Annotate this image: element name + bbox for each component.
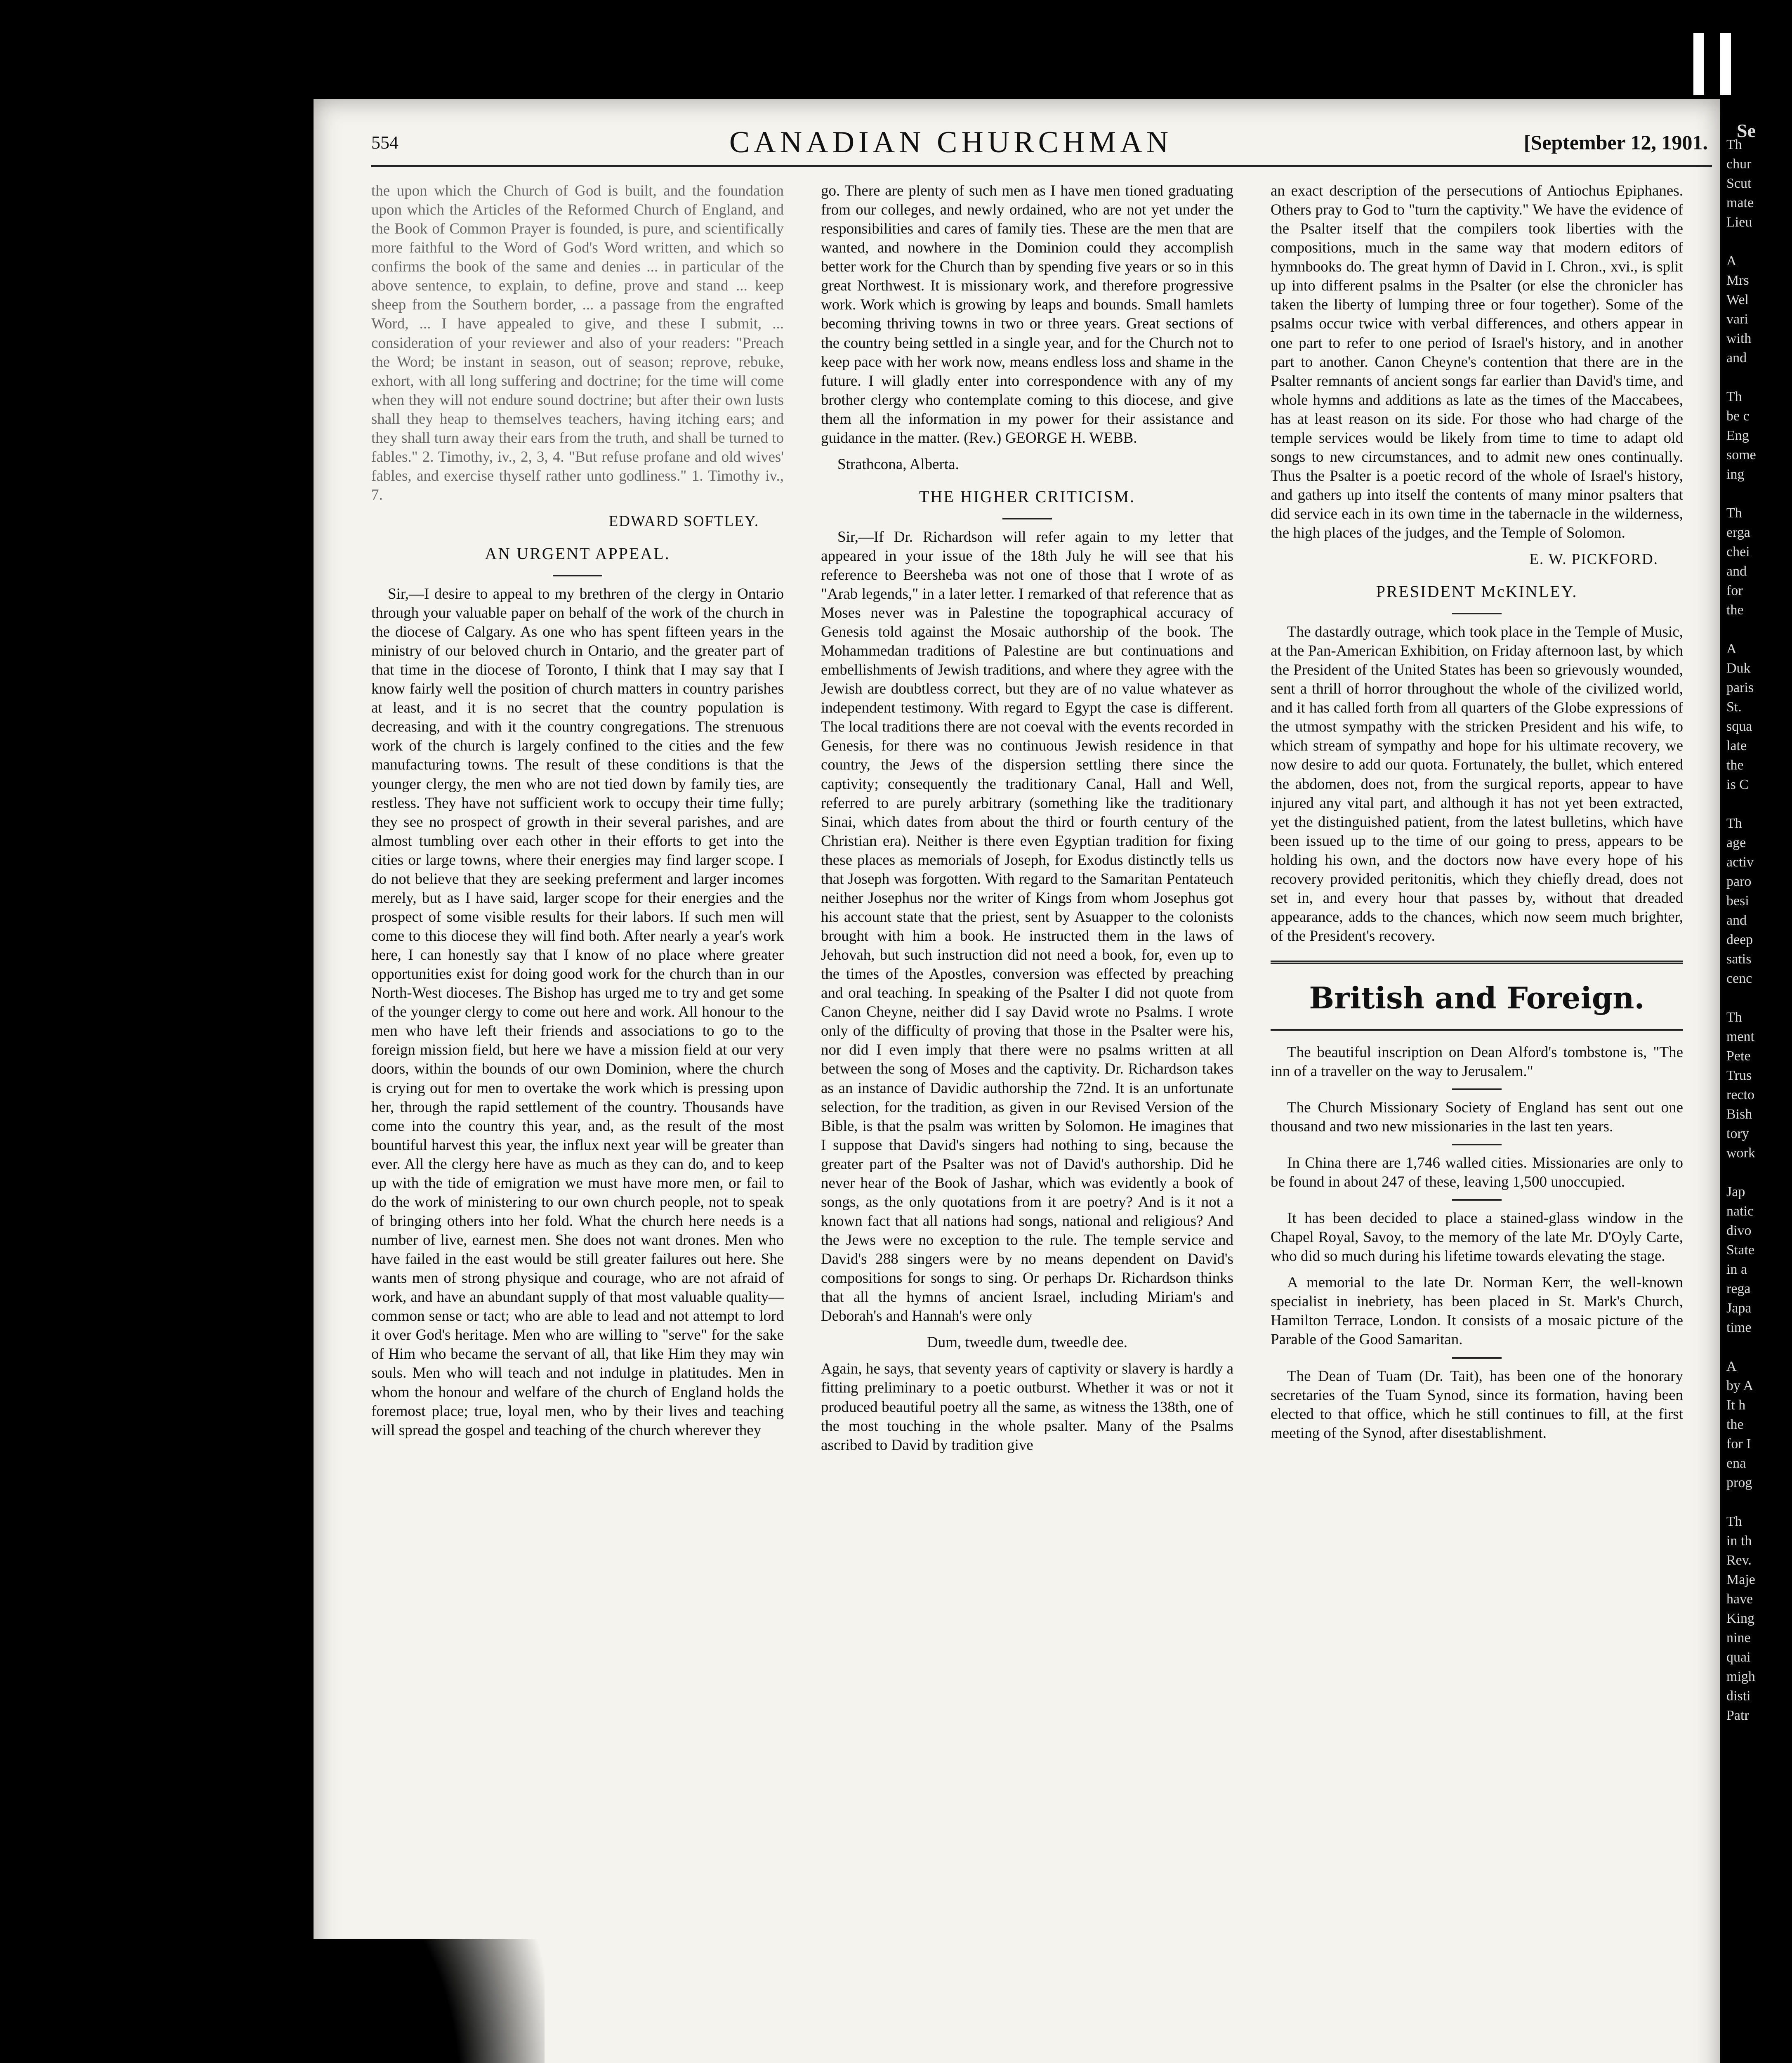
next-page-line: the: [1726, 758, 1744, 773]
next-page-line: King: [1726, 1611, 1754, 1626]
letter-signature: E. W. PICKFORD.: [1529, 551, 1658, 568]
next-page-line: Mrs: [1726, 273, 1749, 288]
next-page-line: Maje: [1726, 1572, 1755, 1587]
next-page-line: Th: [1726, 505, 1742, 521]
next-page-line: [1726, 621, 1792, 640]
letter-continuation: the upon which the Church of God is built, and the foundation upon which the Articles of the Reformed Church of England, and the Book of Common Prayer is founded, is pure, and scientifically more faithful to the Word of God's Word written, and which so confirms the book of the same and denies ... in particular of the above sentence, to explain, to define, prove and stand ... keep sheep from the Southern border, ... a passage from the engrafted Word, ... I have appealed to give, and these I submit, ... consideration of your reviewer and also of your readers: "Preach the Word; be instant in season, out of season; reprove, rebuke, exhort, with all long suffering and doctrine; for the time will come when they will not endure sound doctrine; but after their own lusts shall they heap to themselves teachers, having itching ears; and they shall turn away their ears from the truth, and shall be turned to fables." 2. Timothy, iv., 2, 3, 4. "But refuse profane and old wives' fables, and exercise thyself rather unto godliness." 1. Timothy iv., 7.: [371, 182, 784, 503]
page-number: 554: [371, 132, 398, 153]
next-page-line: A: [1726, 641, 1737, 656]
news-item: The Church Missionary Society of England has sent out one thousand and two new missionaries in the last ten years.: [1271, 1099, 1683, 1135]
next-page-line: vari: [1726, 312, 1748, 327]
next-page-line: some: [1726, 447, 1756, 463]
next-page-line: [1726, 485, 1792, 505]
letter-continuation: an exact description of the persecutions of Antiochus Epiphanes. Others pray to God to "turn the captivity." We have the evidence of the Psalter itself that the compilers took liberties with the compositions, much in the same way that modern editors of hymnbooks do. The great hymn of David in I. Chron., xvi., is split up into different psalms in the Psalter (or else the chronicler has taken the liberty of lumping three or four together). Some of the psalms occur twice with verbal differences, and others appear in one part to refer to one period of Israel's history, and in another part to another. Canon Cheyne's contention that there are in the Psalter remnants of ancient songs far earlier than David's time, and whole hymns and additions as late as the times of the Maccabees, has at least reason on its side. For those who had charge of the temple services would be likely from time to time to adapt old songs to new circumstances, and to admit new ones continually. Thus the Psalter is a poetic record of the whole of Israel's history, and gathers up into itself the contents of many minor psalters that did service each in its own time in the tabernacle in the wilderness, the high places of the judges, and the Temple of Solomon.: [1271, 182, 1683, 542]
next-page-line: besi: [1726, 893, 1749, 909]
next-page-line: recto: [1726, 1087, 1754, 1102]
article-paragraph: The dastardly outrage, which took place in the Temple of Music, at the Pan-American Exhibition, on Friday afternoon last, by which the President of the United States has been so grievously wounded, sent a thrill of horror throughout the whole of the civilized world, and it has called forth from all quarters of the Globe expressions of the utmost sympathy with the stricken President and his wife, to which stream of sympathy and hope for his ultimate recovery, we now desire to add our quota. Fortunately, the bullet, which entered the abdomen, does not, from the surgical reports, appear to have injured any vital part, and although it has not yet been extracted, yet the distinguished patient, from the latest bulletins, which have been issued up to the time of our going to press, appears to be holding his own, and the doctors now have every hope of his recovery provided peritonitis, which they chiefly dread, does not set in, and every hour that passes by, without that dreaded appearance, adds to the chances, which now seem much brighter, of the President's recovery.: [1271, 623, 1683, 945]
article-heading: AN URGENT APPEAL.: [485, 544, 670, 563]
next-page-line: is C: [1726, 777, 1749, 792]
next-page-line: cenc: [1726, 971, 1752, 986]
article-heading: PRESIDENT McKINLEY.: [1376, 582, 1578, 601]
column-2: [821, 182, 1233, 1462]
issue-date: [September 12, 1901.: [1523, 131, 1708, 154]
divider: [1452, 1144, 1502, 1145]
next-page-line: be c: [1726, 408, 1750, 424]
next-page-line: for: [1726, 583, 1743, 598]
next-page-line: paro: [1726, 874, 1752, 889]
next-page-line: natic: [1726, 1204, 1754, 1219]
next-page-line: mate: [1726, 195, 1754, 210]
next-page-line: prog: [1726, 1475, 1752, 1490]
divider: [553, 575, 602, 576]
next-page-line: Patr: [1726, 1708, 1749, 1723]
newspaper-page: [314, 99, 1720, 2063]
next-page-line: Th: [1726, 1514, 1742, 1529]
next-page-line: chur: [1726, 156, 1752, 172]
next-page-header: Se: [1737, 120, 1756, 141]
divider: [1452, 1199, 1502, 1201]
next-page-line: Lieu: [1726, 215, 1752, 230]
next-page-line: in a: [1726, 1262, 1747, 1277]
next-page-line: activ: [1726, 854, 1754, 870]
next-page-line: work: [1726, 1145, 1755, 1161]
next-page-line: Eng: [1726, 428, 1749, 443]
article-heading: THE HIGHER CRITICISM.: [919, 487, 1136, 506]
next-page-line: ing: [1726, 467, 1745, 482]
next-page-line: Th: [1726, 137, 1742, 152]
next-page-line: Trus: [1726, 1068, 1752, 1083]
next-page-line: [1726, 369, 1792, 388]
divider: [1452, 1357, 1502, 1359]
next-page-line: Th: [1726, 389, 1742, 404]
news-item: In China there are 1,746 walled cities. Missionaries are only to be found in about 247 of these, leaving 1,500 unoccupied.: [1271, 1154, 1683, 1191]
article-paragraph: Sir,—I desire to appeal to my brethren of the clergy in Ontario through your valuable paper on behalf of the work of the church in the diocese of Calgary. As one who has spent fifteen years in the ministry of our beloved church in Ontario, and the greater part of that time in the diocese of Toronto, I think that I may say that I know fairly well the position of church matters in country parishes at least, and it is no secret that the country population is decreasing, and with it the country congregations. The strenuous work of the church is largely confined to the cities and the few manufacturing towns. The result of these conditions is that the younger clergy, the men who are not tied down by family ties, are restless. They have not sufficient work to occupy their time fully; they see no prospect of growth in their several parishes, and are almost tumbling over each other in their efforts to get into the cities or large towns, where their energies may find larger scope. I do not believe that they are seeking preferment and larger incomes merely, but as I have said, larger scope for their energies and the prospect of some visible results for their labors. If such men will come to this diocese they will find both. After nearly a year's work here, I can honestly say that I know of no place where greater opportunities exist for doing good work for the church than in our North-West dioceses. The Bishop has urged me to try and get some of the younger clergy to come out here and work. All honour to the men who have left their friends and associations to go to the foreign mission field, but here we have a mission field at our very doors, within the bounds of our own Dominion, where the church is crying out for men to overtake the work which is pressing upon her, through the rapid settlement of the country. Thousands have come into the country this year, and, as the result of the most bountiful harvest this year, the influx next year will be greater than ever. All the clergy here have as much as they can do, and to keep up with the tide of emigration we must have more men, or fail to do the work of ministering to our own church people, not to speak of bringing others into her fold. What the church here needs is a number of live, earnest men. She does not want drones. Men who have failed in the east would be still greater failures out here. She wants men of strong physique and courage, who are not afraid of work, and have an abundant supply of that most valuable quality—common sense or tact; who are able to lead and not attempt to lord it over God's heritage. Men who are willing to "serve" for the sake of Him who became the servant of all, that like Him they may win souls. Men who will teach and not indulge in platitudes. Men in whom the honour and welfare of the church of England holds the foremost place; true, loyal men, who by their lives and teaching will spread the gospel and teaching of the church wherever they: [371, 585, 784, 1439]
next-page-line: ena: [1726, 1456, 1746, 1471]
next-page-line: satis: [1726, 951, 1752, 967]
next-page-line: migh: [1726, 1669, 1755, 1684]
next-page-line: It h: [1726, 1397, 1746, 1413]
scanner-mark: [1720, 33, 1731, 95]
next-page-line: Th: [1726, 816, 1742, 831]
column-1: [371, 182, 784, 1447]
next-page-line: A: [1726, 253, 1737, 269]
article-paragraph: Sir,—If Dr. Richardson will refer again to my letter that appeared in your issue of the 18th July he will see that his reference to Beersheba was not one of those that I wrote of as "Arab legends," in a later letter. I remarked of that reference that as Moses never was in Palestine the topographical accuracy of Genesis told against the Mosaic authorship of the book. The Mohammedan traditions of Palestine are but continuations and embellishments of Jewish traditions, and where they agree with the Jewish are doubtless correct, but they are of no value whatever as independent testimony. With regard to Egypt the case is different. The local traditions there are not coeval with the events recorded in Genesis, for there was no continuous Jewish residence in that country, the Jews of the dispersion settling there since the captivity; consequently the traditionary Canal, Hall and Well, referred to are purely arbitrary (something like the traditionary Sinai, which dates from about the third or fourth century of the Christian era). Neither is there even Egyptian tradition for fixing these places as memorials of Joseph, for Exodus distinctly tells us that Joseph was forgotten. With regard to the Samaritan Pentateuch neither Josephus nor the writer of Kings from whom Josephus got his account state that the priest, sent by Asuapper to the colonists brought with him a book. He instructed them in the laws of Jehovah, but such instruction did not need a book, for, even up to the times of the Apostles, conversion was effected by preaching and oral teaching. In speaking of the Psalter I did not quote from Canon Cheyne, neither did I say David wrote no Psalms. I wrote only of the difficulty of proving that those in the Psalter were his, nor did I even imply that there were no psalms written at all between the song of Moses and the captivity. Dr. Richardson takes as an instance of Davidic authorship the 72nd. It is an unfortunate selection, for the tradition, as given in our Revised Version of the Bible, is that the psalm was written by Solomon. He imagines that I suppose that David's singers had nothing to sing, because the greater part of the Psalter was not of David's authorship. Did he never hear of the Book of Jashar, which was evidently a book of songs, as the only quotations from it are poetry? And is it not a known fact that all nations had songs, national and religious? And the Jews were no exception to the rule. The temple service and David's 288 singers were by no means dependent on David's compositions for songs to sing. Or perhaps Dr. Richardson thinks that all the hymns of ancient Israel, including Miriam's and Deborah's and Hannah's were only: [821, 528, 1233, 1325]
letter-place: Strathcona, Alberta.: [837, 456, 959, 473]
next-page-line: State: [1726, 1242, 1754, 1258]
next-page-line: rega: [1726, 1281, 1751, 1296]
next-page-line: Rev.: [1726, 1553, 1752, 1568]
next-page-line: erga: [1726, 525, 1750, 540]
next-page-line: have: [1726, 1591, 1753, 1607]
next-page-line: the: [1726, 1417, 1744, 1432]
article-paragraph: Again, he says, that seventy years of captivity or slavery is hardly a fitting preliminary to a poetic outburst. Whether it was or not it produced beautiful poetry all the same, as witness the 138th, one of the most touching in the whole psalter. Many of the Psalms ascribed to David by tradition give: [821, 1360, 1233, 1454]
next-page-line: Pete: [1726, 1048, 1751, 1064]
next-page-line: divo: [1726, 1223, 1752, 1238]
next-page-line: Th: [1726, 1010, 1742, 1025]
next-page-line: the: [1726, 602, 1744, 618]
letter-signature: EDWARD SOFTLEY.: [608, 513, 759, 530]
next-page-line: age: [1726, 835, 1746, 850]
divider: [1452, 613, 1502, 614]
next-page-line: [1726, 1494, 1792, 1513]
masthead: CANADIAN CHURCHMAN: [729, 125, 1173, 159]
next-page-line: [1726, 989, 1792, 1009]
next-page-line: squa: [1726, 719, 1752, 734]
next-page-line: for I: [1726, 1436, 1751, 1452]
news-item: The beautiful inscription on Dean Alford's tombstone is, "The inn of a traveller on the way to Jerusalem.": [1271, 1043, 1683, 1080]
next-page-line: ment: [1726, 1029, 1754, 1044]
next-page-line: Scut: [1726, 176, 1752, 191]
next-page-line: Japa: [1726, 1301, 1752, 1316]
thumb-shadow: [314, 1939, 545, 2063]
next-page-line: Jap: [1726, 1184, 1745, 1199]
next-page-line: paris: [1726, 680, 1754, 695]
next-page-line: with: [1726, 331, 1752, 346]
next-page-line: A: [1726, 1359, 1737, 1374]
next-page-line: nine: [1726, 1630, 1751, 1645]
next-page-line: Bish: [1726, 1107, 1752, 1122]
next-page-line: late: [1726, 738, 1747, 753]
scanner-mark: [1693, 33, 1704, 95]
divider: [1452, 1088, 1502, 1090]
next-page-edge: [1726, 136, 1792, 1726]
news-item: It has been decided to place a stained-glass window in the Chapel Royal, Savoy, to the memory of the late Mr. D'Oyly Carte, who did so much during his lifetime towards elevating the stage.: [1271, 1210, 1683, 1265]
column-3: [1271, 182, 1683, 1450]
next-page-line: by A: [1726, 1378, 1754, 1393]
letter-continuation: go. There are plenty of such men as I have men tioned graduating from our colleges, and newly ordained, who are not yet under the responsibilities and cares of family ties. These are the men that are wanted, and nowhere in the Dominion could they accomplish better work for the Church than by spending five years or so in this great Northwest. It is missionary work, and therefore progressive work. Work which is growing by leaps and bounds. Small hamlets becoming thriving towns in two or three years. Great sections of the country being settled in a single year, and for the Church not to keep pace with her work now, means endless loss and shame in the future. I will gladly enter into correspondence with any of my brother clergy who contemplate coming to this diocese, and give them all the information in my power for their assistance and guidance in the matter. (Rev.) GEORGE H. WEBB.: [821, 182, 1233, 446]
next-page-line: disti: [1726, 1688, 1751, 1704]
next-page-line: St.: [1726, 699, 1742, 715]
next-page-line: quai: [1726, 1650, 1751, 1665]
next-page-line: and: [1726, 350, 1747, 366]
next-page-line: [1726, 1164, 1792, 1183]
header-rule: [371, 165, 1712, 167]
next-page-line: chei: [1726, 544, 1750, 559]
next-page-line: time: [1726, 1320, 1752, 1335]
next-page-line: and: [1726, 564, 1747, 579]
page-header: [371, 124, 1708, 161]
news-item: A memorial to the late Dr. Norman Kerr, the well-known specialist in inebriety, has been placed in St. Mark's Church, Hamilton Terrace, London. It consists of a mosaic picture of the Parable of the Good Samaritan.: [1271, 1274, 1683, 1348]
next-page-line: Wel: [1726, 292, 1749, 307]
news-item: The Dean of Tuam (Dr. Tait), has been one of the honorary secretaries of the Tuam Synod, since its formation, having been elected to that office, which he still continues to fill, at the first meeting of the Synod, after disestablishment.: [1271, 1367, 1683, 1442]
quoted-line: Dum, tweedle dum, tweedle dee.: [927, 1334, 1127, 1351]
next-page-line: [1726, 1338, 1792, 1358]
next-page-line: [1726, 795, 1792, 815]
next-page-line: in th: [1726, 1533, 1752, 1548]
section-title: British and Foreign.: [1271, 961, 1683, 1031]
next-page-line: [1726, 233, 1792, 253]
next-page-line: and: [1726, 913, 1747, 928]
divider: [1002, 518, 1052, 519]
next-page-line: tory: [1726, 1126, 1749, 1141]
next-page-line: deep: [1726, 932, 1753, 947]
next-page-line: Duk: [1726, 661, 1751, 676]
